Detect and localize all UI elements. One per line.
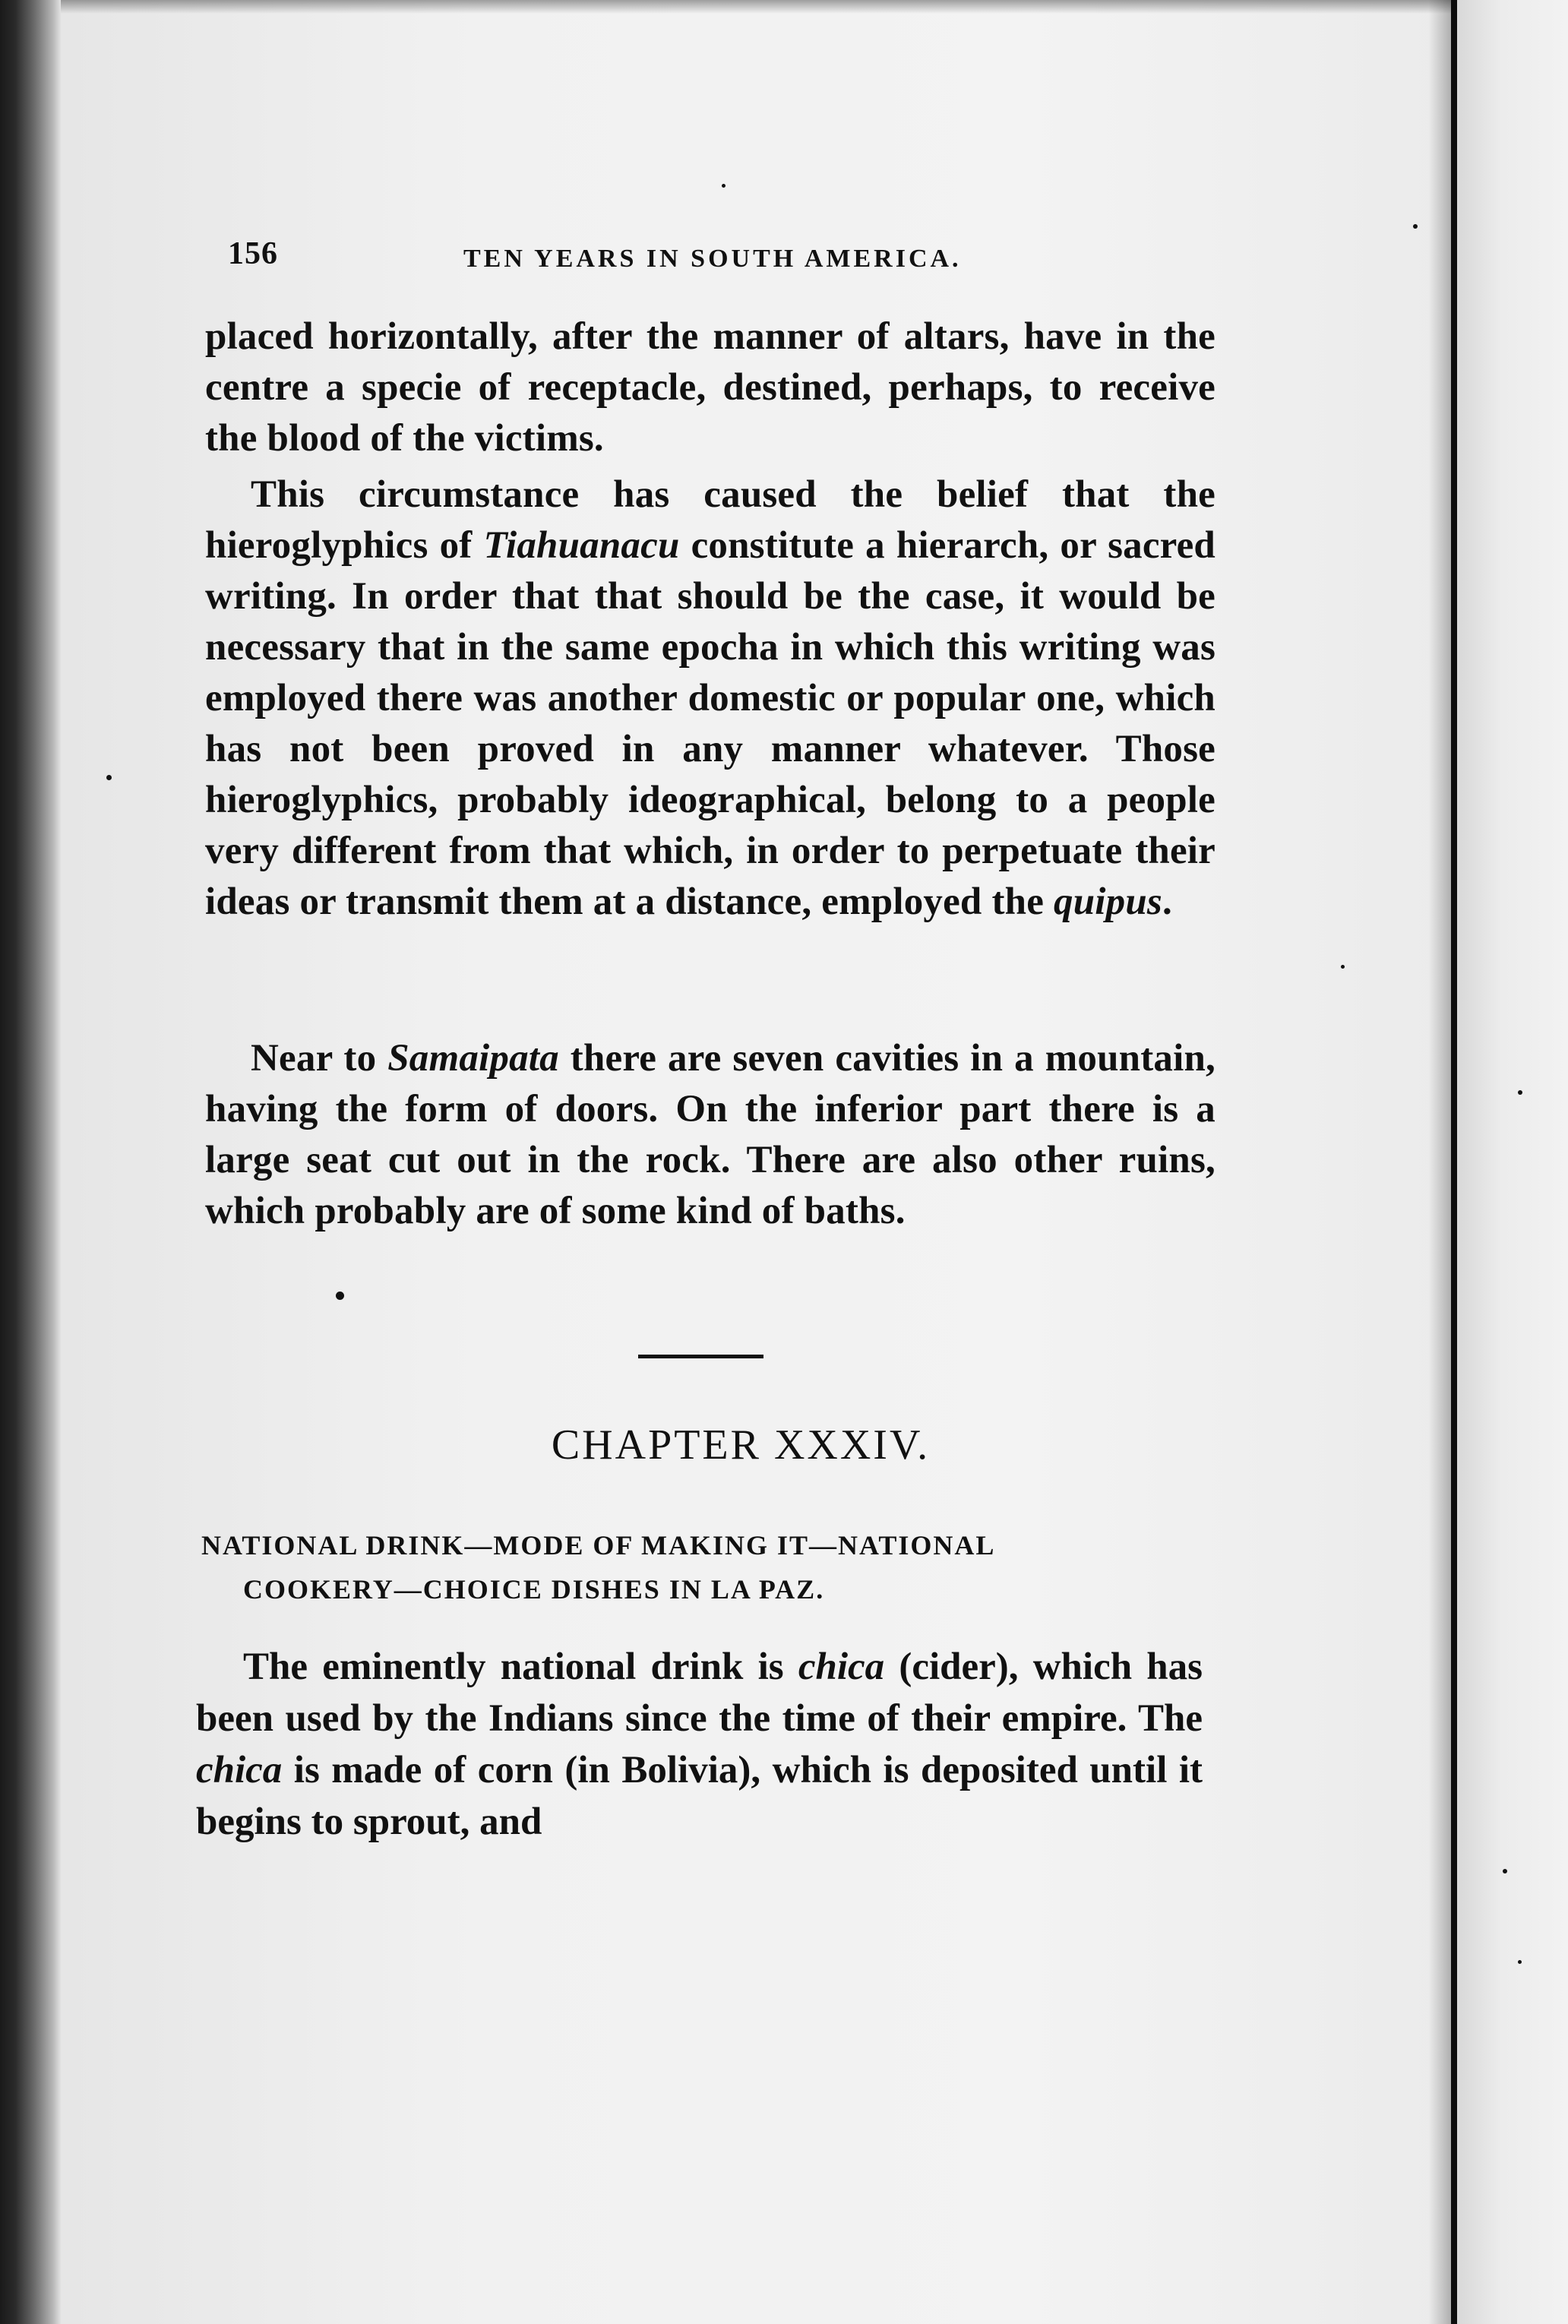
italic-term: chica [196,1749,283,1791]
paragraph-hieroglyphics [205,470,1216,928]
ink-speck [722,184,726,188]
running-title: TEN YEARS IN SOUTH AMERICA. [463,245,962,273]
running-head [228,236,1253,281]
ink-speck [106,775,112,780]
chapter-heading: CHAPTER XXXIV. [551,1421,931,1469]
page-number: 156 [228,236,278,271]
summary-line: NATIONAL DRINK—MODE OF MAKING IT—NATIONAL [201,1530,996,1560]
italic-term: chica [798,1646,885,1688]
summary-line: COOKERY—CHOICE DISHES IN LA PAZ. [243,1574,825,1605]
ink-speck [1341,965,1345,969]
ink-speck [1413,224,1418,229]
chapter-opening-paragraph [196,1641,1203,1848]
paragraph-text [205,1033,1216,1237]
text-run: is made of corn (in Bolivia), which is deposited until it begins to sprout, and [196,1749,1203,1843]
italic-term: quipus [1054,881,1162,923]
text-run: there are seven cavities in a mountain, having the form of doors. On the inferior part there is a large seat cut out in the rock. There are also other ruins, which probably are of some kind of baths. [205,1037,1216,1232]
continued-paragraph [205,311,1216,464]
page-top-edge [61,0,1451,14]
text-run: The eminently national drink is [243,1646,798,1688]
text-run: constitute a hierarch, or sacred writing. In order that that should be the case, it would be necessary that in the same epocha in which this writing was employed there was another domestic or popular one, which has not been proved in any manner whatever. Those hieroglyphics, probably ideographical, belong to a people very different from that which, in order to perpetuate their ideas or transmit them at a distance, employed the [205,524,1216,923]
italic-place-name: Tiahuanacu [483,524,680,567]
ink-speck [336,1292,344,1300]
adjacent-page-strip [1457,0,1568,2324]
text-run: (cider), which has been used by the Indians since the time of their empire. The [196,1646,1203,1740]
page-edge-shadow [1428,0,1451,2324]
text-run: Near to [251,1037,388,1080]
chapter-summary [201,1523,1238,1611]
paragraph-text [196,1641,1203,1848]
paragraph-samaipata [205,1033,1216,1237]
page-edge-line [1451,0,1457,2324]
section-divider-rule [638,1355,763,1358]
italic-place-name: Samaipata [387,1037,559,1080]
book-binding-gutter [0,0,61,2324]
text-run: This circumstance has caused the belief that the hieroglyphics of [205,473,1216,567]
ink-speck [1518,1960,1522,1964]
paragraph-text: placed horizontally, after the manner of altars, have in the centre a specie of receptacle, destined, perhaps, to receive the blood of the victims. [205,315,1216,460]
ink-speck [1503,1869,1507,1873]
paragraph-text [205,470,1216,928]
text-run: . [1162,881,1172,923]
ink-speck [1518,1090,1522,1095]
